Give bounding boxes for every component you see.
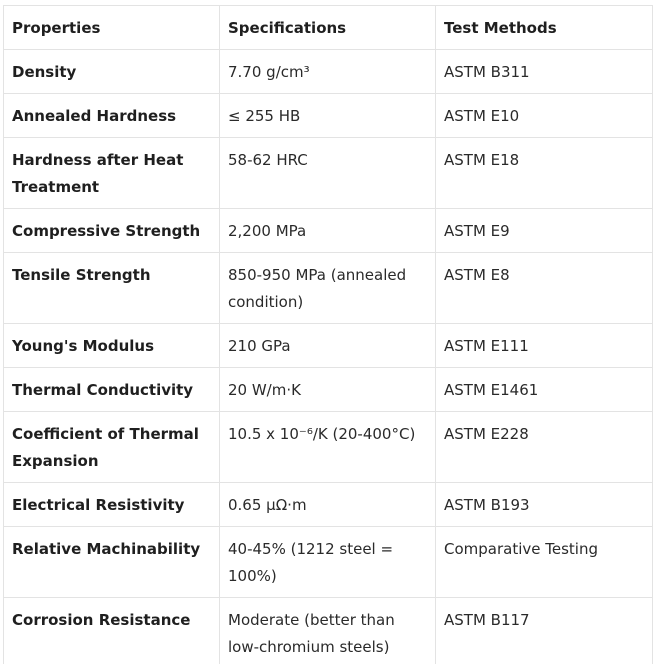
test-method-cell: ASTM B193 <box>436 483 653 527</box>
specification-cell: 20 W/m·K <box>220 368 436 412</box>
property-cell: Tensile Strength <box>4 253 220 324</box>
table-row <box>4 483 653 527</box>
table-row <box>4 94 653 138</box>
specification-cell: 58-62 HRC <box>220 138 436 209</box>
specification-cell: 210 GPa <box>220 324 436 368</box>
specification-cell: 40-45% (1212 steel = 100%) <box>220 527 436 598</box>
properties-table-container <box>3 5 652 664</box>
test-method-cell: ASTM E1461 <box>436 368 653 412</box>
table-row <box>4 527 653 598</box>
property-cell: Hardness after Heat Treatment <box>4 138 220 209</box>
test-method-cell: Comparative Testing <box>436 527 653 598</box>
specification-cell: 10.5 x 10⁻⁶/K (20-400°C) <box>220 412 436 483</box>
test-method-cell: ASTM B311 <box>436 50 653 94</box>
property-cell: Electrical Resistivity <box>4 483 220 527</box>
table-row <box>4 598 653 665</box>
properties-table <box>3 5 653 664</box>
table-row <box>4 209 653 253</box>
property-cell: Compressive Strength <box>4 209 220 253</box>
test-method-cell: ASTM E228 <box>436 412 653 483</box>
table-row <box>4 138 653 209</box>
test-method-cell: ASTM E8 <box>436 253 653 324</box>
test-method-cell: ASTM E10 <box>436 94 653 138</box>
property-cell: Relative Machinability <box>4 527 220 598</box>
specification-cell: 2,200 MPa <box>220 209 436 253</box>
table-row <box>4 324 653 368</box>
test-method-cell: ASTM E9 <box>436 209 653 253</box>
header-properties: Properties <box>4 6 220 50</box>
table-row <box>4 412 653 483</box>
test-method-cell: ASTM B117 <box>436 598 653 665</box>
property-cell: Annealed Hardness <box>4 94 220 138</box>
table-row <box>4 50 653 94</box>
table-body <box>4 50 653 665</box>
header-row <box>4 6 653 50</box>
test-method-cell: ASTM E18 <box>436 138 653 209</box>
header-specifications: Specifications <box>220 6 436 50</box>
property-cell: Young's Modulus <box>4 324 220 368</box>
specification-cell: Moderate (better than low-chromium steels) <box>220 598 436 665</box>
table-row <box>4 368 653 412</box>
table-header <box>4 6 653 50</box>
header-test-methods: Test Methods <box>436 6 653 50</box>
specification-cell: ≤ 255 HB <box>220 94 436 138</box>
table-row <box>4 253 653 324</box>
property-cell: Corrosion Resistance <box>4 598 220 665</box>
property-cell: Thermal Conductivity <box>4 368 220 412</box>
test-method-cell: ASTM E111 <box>436 324 653 368</box>
specification-cell: 7.70 g/cm³ <box>220 50 436 94</box>
property-cell: Density <box>4 50 220 94</box>
specification-cell: 850-950 MPa (annealed condition) <box>220 253 436 324</box>
property-cell: Coefficient of Thermal Expansion <box>4 412 220 483</box>
specification-cell: 0.65 μΩ·m <box>220 483 436 527</box>
